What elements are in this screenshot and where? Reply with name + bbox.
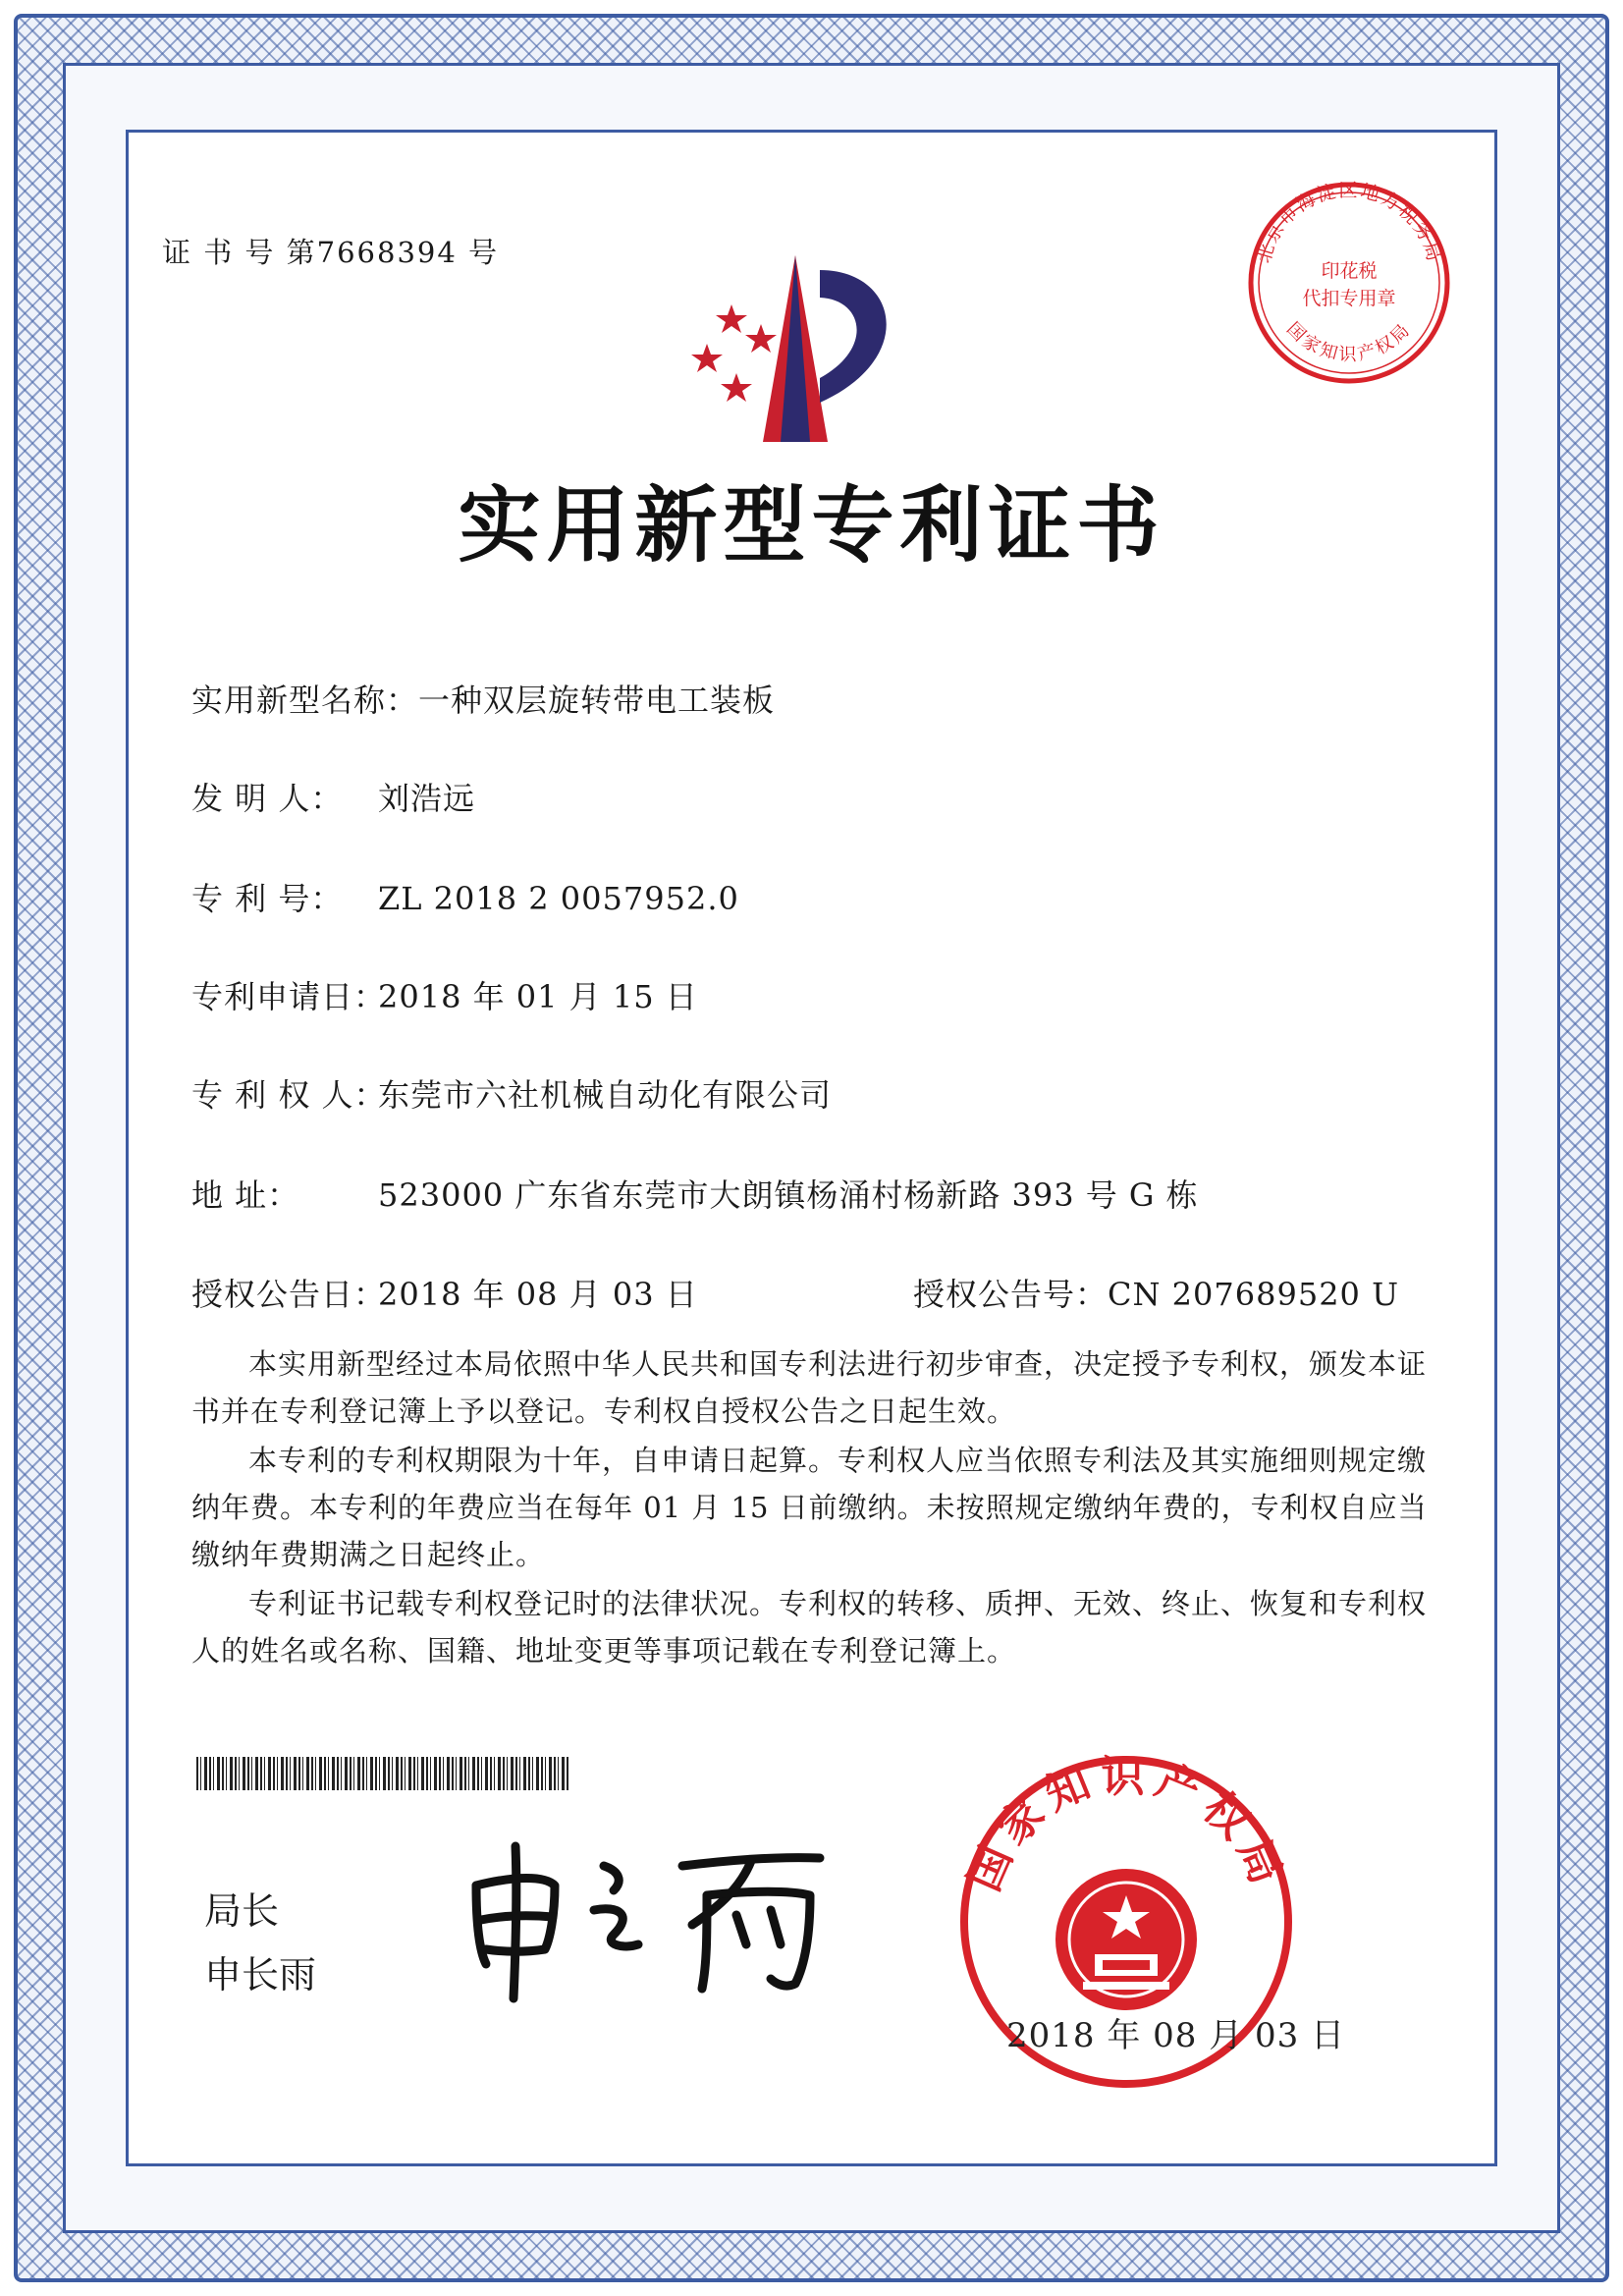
- statement-paragraph: 专利证书记载专利权登记时的法律状况。专利权的转移、质押、无效、终止、恢复和专利权人的姓名或名称、国籍、地址变更等事项记载在专利登记簿上。: [191, 1587, 1428, 1667]
- certificate-title: 实用新型专利证书: [458, 476, 1165, 574]
- field-address: [191, 1171, 1199, 1216]
- field-application-date: [191, 972, 698, 1017]
- field-label: 专 利 号：: [191, 880, 344, 917]
- statement-paragraph: 本实用新型经过本局依照中华人民共和国专利法进行初步审查，决定授予专利权，颁发本证书并在专利登记簿上予以登记。专利权自授权公告之日起生效。: [191, 1347, 1428, 1428]
- field-grant-date: [191, 1270, 698, 1315]
- certificate-number: 证 书 号 第7668394 号: [162, 236, 500, 269]
- field-value: 523000 广东省东莞市大朗镇杨涌村杨新路 393 号 G 栋: [378, 1176, 1199, 1214]
- field-label: 地 址：: [191, 1176, 300, 1214]
- field-label: 实用新型名称：: [191, 682, 419, 719]
- svg-text:印花税: 印花税: [1321, 260, 1378, 282]
- field-label: 专 利 权 人：: [191, 1076, 387, 1114]
- svg-text:北京市海淀区地方税务局: 北京市海淀区地方税务局: [1253, 180, 1445, 266]
- seal-date: 2018 年 08 月 03 日: [1006, 2016, 1346, 2055]
- field-value: 2018 年 01 月 15 日: [378, 978, 698, 1015]
- field-inventor: [191, 774, 475, 819]
- field-label: 授权公告号：: [913, 1276, 1109, 1313]
- director-name: 申长雨: [204, 1953, 317, 1996]
- field-value: ZL 2018 2 0057952.0: [378, 880, 739, 917]
- field-value: 东莞市六社机械自动化有限公司: [378, 1076, 833, 1114]
- field-utility-model-name: [191, 676, 775, 721]
- svg-text:国家知识产权局: 国家知识产权局: [958, 1753, 1295, 1899]
- svg-text:国家知识产权局: 国家知识产权局: [1282, 318, 1416, 365]
- field-publication-number: [913, 1270, 1399, 1315]
- field-patent-number: [191, 874, 739, 919]
- field-value: CN 207689520 U: [1108, 1276, 1400, 1313]
- field-label: 授权公告日：: [191, 1276, 387, 1313]
- field-value: 一种双层旋转带电工装板: [418, 682, 776, 719]
- field-patentee: [191, 1070, 832, 1116]
- director-title: 局长: [204, 1889, 280, 1933]
- field-value: 2018 年 08 月 03 日: [378, 1276, 698, 1313]
- statement-paragraph: 本专利的专利权期限为十年，自申请日起算。专利权人应当依照专利法及其实施细则规定缴纳年费。本专利的年费应当在每年 01 月 15 日前缴纳。未按照规定缴纳年费的，专利权自应当缴纳年费期满之日起终止。: [191, 1444, 1428, 1571]
- director-signature: [457, 1827, 839, 2003]
- field-label: 专利申请日：: [191, 978, 387, 1015]
- patent-office-emblem-icon: [673, 250, 933, 447]
- field-label: 发 明 人：: [191, 780, 344, 817]
- tax-stamp-seal: [1245, 179, 1453, 387]
- svg-text:代扣专用章: 代扣专用章: [1302, 288, 1396, 309]
- field-value: 刘浩远: [378, 780, 476, 817]
- barcode: [196, 1757, 569, 1790]
